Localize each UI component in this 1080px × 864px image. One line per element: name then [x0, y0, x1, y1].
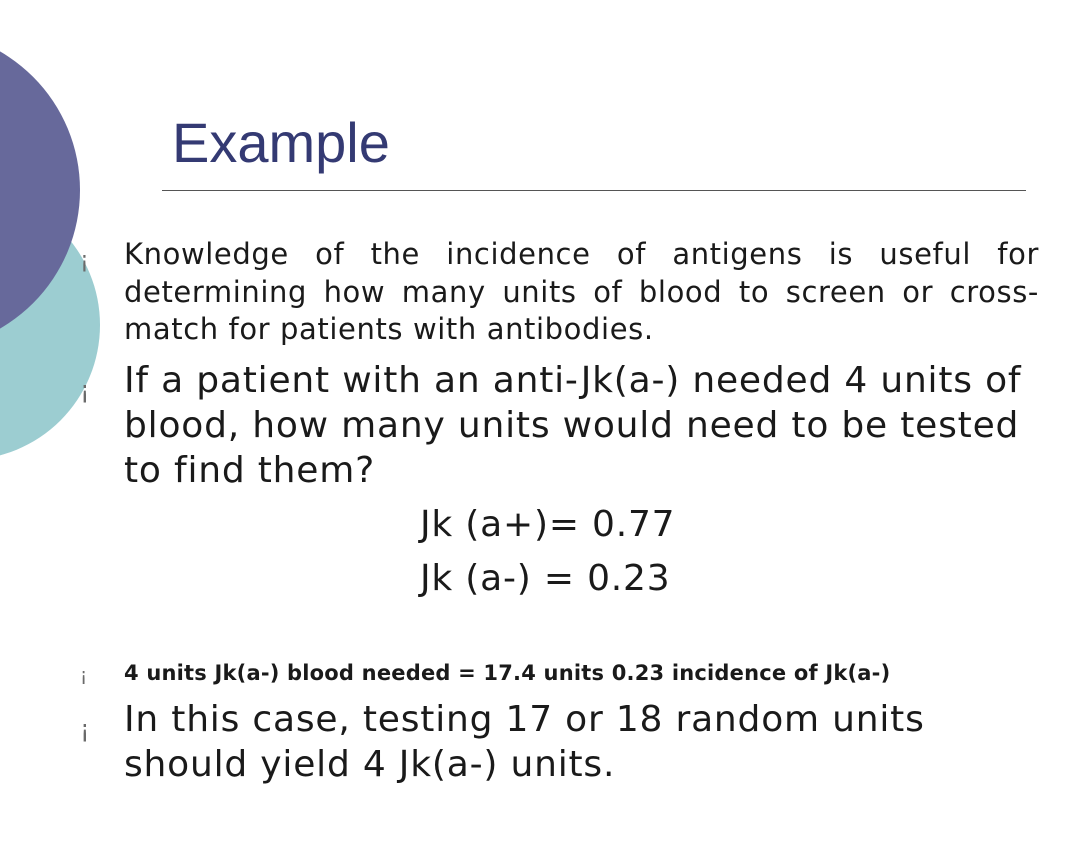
- bullet-marker-icon: ¡: [80, 715, 91, 743]
- bullet-text: Knowledge of the incidence of antigens is useful for determining how many units of blood to screen or cross-match for patients with antibodies.: [124, 237, 1039, 346]
- bullet-text: In this case, testing 17 or 18 random units should yield 4 Jk(a-) units.: [124, 699, 925, 785]
- bullet-marker-icon: ¡: [80, 665, 88, 686]
- formula-jk-a-positive: Jk (a+)= 0.77: [420, 504, 676, 545]
- bullet-marker-icon: ¡: [80, 248, 90, 273]
- bullet-item-question: [80, 358, 1039, 493]
- bullet-item-calculation: [80, 658, 1039, 688]
- slide-title: Example: [172, 111, 390, 174]
- title-divider: [162, 190, 1026, 191]
- bullet-text: 4 units Jk(a-) blood needed = 17.4 units 0.23 incidence of Jk(a-): [124, 661, 891, 685]
- bullet-item-conclusion: [80, 697, 1039, 787]
- bullet-marker-icon: ¡: [80, 376, 91, 404]
- bullet-item-antigen-incidence: [80, 236, 1039, 349]
- bullet-text: If a patient with an anti-Jk(a-) needed 4 units of blood, how many units would need to be tested to find them?: [124, 360, 1022, 491]
- formula-jk-a-negative: Jk (a-) = 0.23: [420, 558, 671, 599]
